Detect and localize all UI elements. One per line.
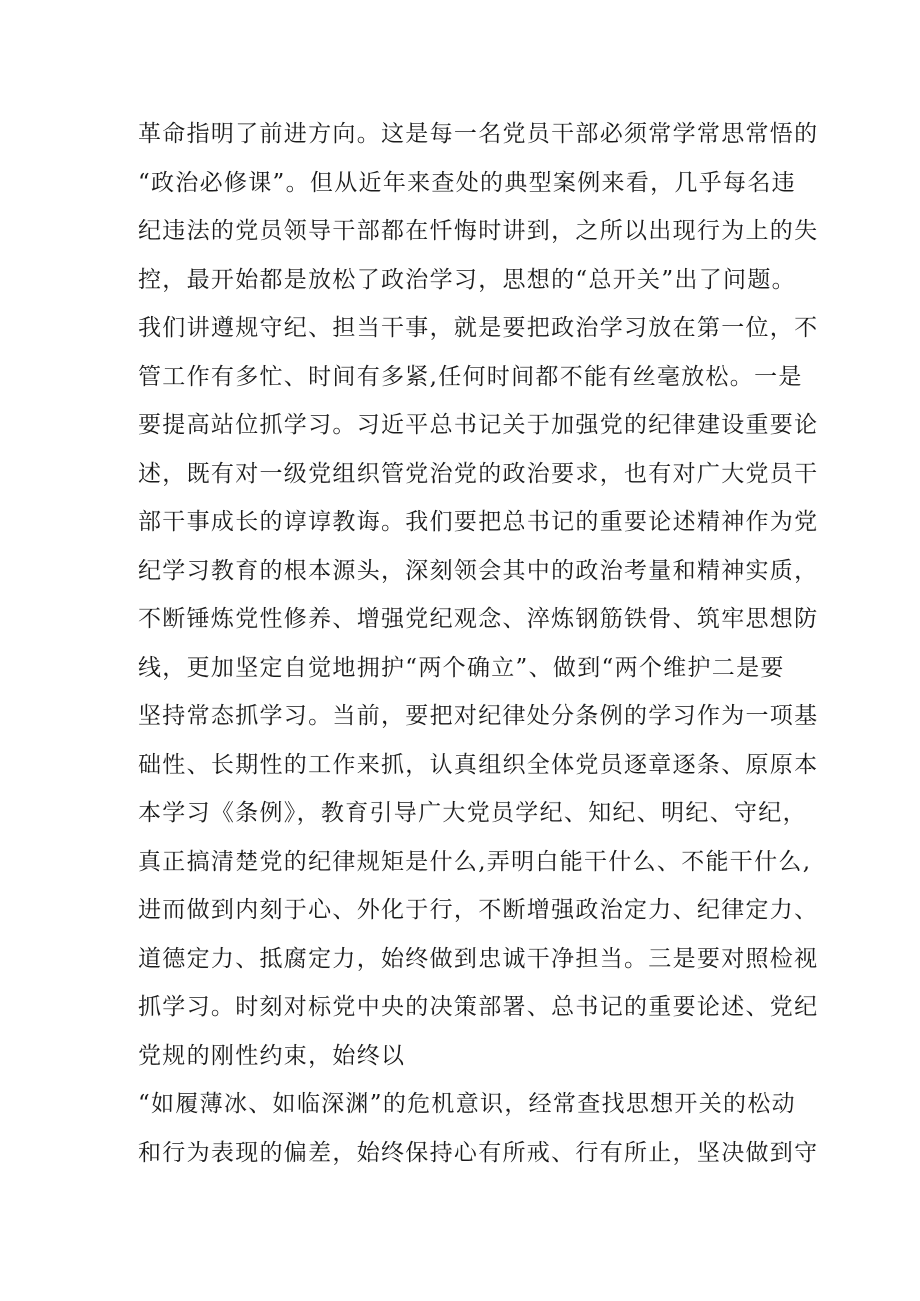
text-line: 不断锤炼党性修养、增强党纪观念、淬炼钢筋铁骨、筑牢思想防 <box>138 606 819 632</box>
text-line: 进而做到内刻于心、外化于行，不断增强政治定力、纪律定力、 <box>138 897 819 923</box>
text-line: 要提高站位抓学习。习近平总书记关于加强党的纪律建设重要论 <box>138 412 819 438</box>
text-line: 道德定力、抵腐定力，始终做到忠诚干净担当。三是要对照检视 <box>138 945 819 972</box>
text-line: 真正搞清楚党的纪律规矩是什么,弄明白能干什么、不能干什么, <box>138 848 812 875</box>
text-line: 线，更加坚定自觉地拥护“两个确立”、做到“两个维护二是要 <box>138 654 785 681</box>
text-line: 革命指明了前进方向。这是每一名党员干部必须常学常思常悟的 <box>138 121 819 147</box>
text-line: 和行为表现的偏差，始终保持心有所戒、行有所止，坚决做到守 <box>138 1139 819 1166</box>
text-line: 部干事成长的谆谆教诲。我们要把总书记的重要论述精神作为党 <box>138 509 819 535</box>
text-line: 管工作有多忙、时间有多紧,任何时间都不能有丝毫放松。一是 <box>138 363 803 390</box>
text-line: “如履薄冰、如临深渊”的危机意识，经常查找思想开关的松动 <box>138 1091 796 1117</box>
text-line: 我们讲遵规守纪、担当干事，就是要把政治学习放在第一位，不 <box>138 315 819 341</box>
text-line: 础性、长期性的工作来抓，认真组织全体党员逐章逐条、原原本 <box>138 751 819 778</box>
text-line: 纪违法的党员领导干部都在忏悔时讲到，之所以出现行为上的失 <box>138 218 819 244</box>
text-line: 控，最开始都是放松了政治学习，思想的“总开关”出了问题。 <box>138 266 796 293</box>
text-line: 抓学习。时刻对标党中央的决策部署、总书记的重要论述、党纪 <box>138 994 819 1020</box>
text-line: 党规的刚性约束，始终以 <box>138 1042 406 1069</box>
body-text <box>138 110 819 1177</box>
text-line: 述，既有对一级党组织管党治党的政治要求，也有对广大党员干 <box>138 460 819 487</box>
text-line: 坚持常态抓学习。当前，要把对纪律处分条例的学习作为一项基 <box>138 703 819 729</box>
text-line: “政治必修课”。但从近年来查处的典型案例来看，几乎每名违 <box>138 169 796 196</box>
text-line: 纪学习教育的根本源头，深刻领会其中的政治考量和精神实质， <box>138 557 819 584</box>
text-line: 本学习《条例》，教育引导广大党员学纪、知纪、明纪、守纪， <box>138 800 807 826</box>
